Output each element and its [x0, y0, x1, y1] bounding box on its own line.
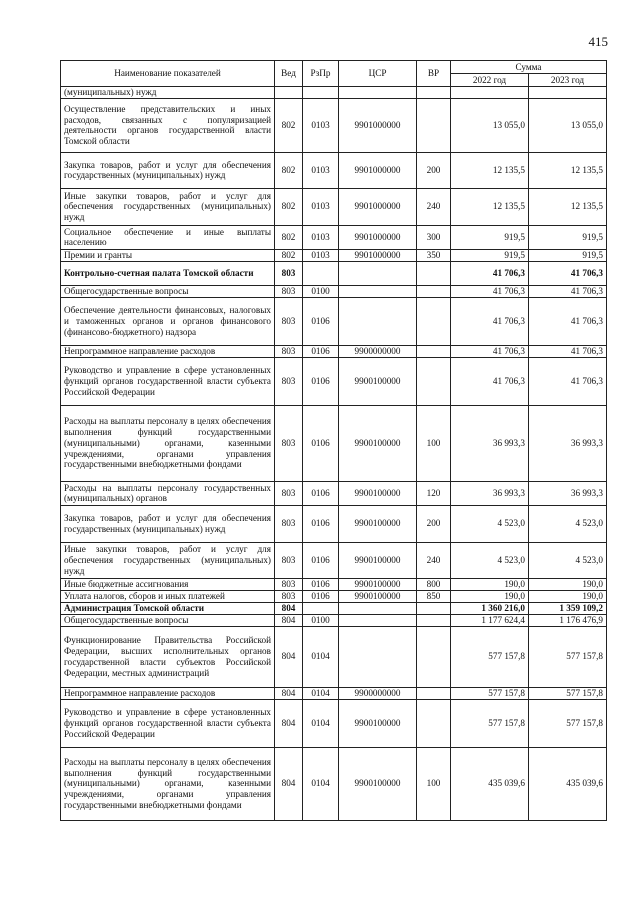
cell-2023: 919,5	[529, 249, 607, 261]
cell-2022: 577 157,8	[451, 626, 529, 687]
cell-2022: 919,5	[451, 249, 529, 261]
cell-vr: 240	[417, 542, 451, 578]
cell-rzpr: 0106	[303, 590, 339, 602]
cell-name: Уплата налогов, сборов и иных платежей	[61, 590, 275, 602]
cell-ved: 803	[275, 578, 303, 590]
cell-2022: 577 157,8	[451, 699, 529, 747]
cell-csr: 9900100000	[339, 405, 417, 481]
header-sum: Сумма	[451, 61, 607, 74]
cell-rzpr	[303, 87, 339, 99]
cell-rzpr: 0104	[303, 747, 339, 820]
cell-ved	[275, 87, 303, 99]
cell-2023: 919,5	[529, 225, 607, 249]
table-row	[61, 87, 607, 99]
cell-name: Расходы на выплаты персоналу государственных (муниципальных) органов	[61, 481, 275, 505]
cell-csr: 9900100000	[339, 578, 417, 590]
cell-csr: 9900100000	[339, 590, 417, 602]
cell-2022: 1 177 624,4	[451, 614, 529, 626]
cell-2023: 41 706,3	[529, 285, 607, 297]
cell-vr	[417, 687, 451, 699]
cell-rzpr: 0106	[303, 542, 339, 578]
header-rzpr: РзПр	[303, 61, 339, 87]
table-row	[61, 578, 607, 590]
cell-rzpr: 0103	[303, 249, 339, 261]
cell-csr: 9900000000	[339, 687, 417, 699]
table-row	[61, 687, 607, 699]
cell-csr: 9900100000	[339, 747, 417, 820]
cell-vr	[417, 614, 451, 626]
cell-name: Закупка товаров, работ и услуг для обеспечения государственных (муниципальных) нужд	[61, 505, 275, 542]
table-row	[61, 542, 607, 578]
cell-rzpr: 0106	[303, 481, 339, 505]
cell-name: Непрограммное направление расходов	[61, 345, 275, 357]
cell-vr	[417, 297, 451, 345]
cell-rzpr: 0100	[303, 614, 339, 626]
cell-ved: 804	[275, 614, 303, 626]
cell-2023	[529, 87, 607, 99]
cell-name: Иные закупки товаров, работ и услуг для обеспечения государственных (муниципальных) нужд	[61, 542, 275, 578]
table-row	[61, 297, 607, 345]
table-row	[61, 699, 607, 747]
cell-ved: 802	[275, 249, 303, 261]
cell-ved: 802	[275, 188, 303, 225]
cell-csr	[339, 626, 417, 687]
table-row	[61, 98, 607, 152]
cell-name: Расходы на выплаты персоналу в целях обеспечения выполнения функций государственными (муниципальными) органами, казенными учреждениями, органами управления государственными внебюджетными фондами	[61, 405, 275, 481]
cell-ved: 803	[275, 261, 303, 285]
cell-ved: 803	[275, 357, 303, 405]
cell-vr: 120	[417, 481, 451, 505]
cell-name: Непрограммное направление расходов	[61, 687, 275, 699]
cell-name: Социальное обеспечение и иные выплаты населению	[61, 225, 275, 249]
cell-rzpr: 0106	[303, 505, 339, 542]
cell-2022: 41 706,3	[451, 357, 529, 405]
cell-name: Функционирование Правительства Российской Федерации, высших исполнительных органов государственной власти субъектов Российской Федерации, местных администраций	[61, 626, 275, 687]
table-row	[61, 249, 607, 261]
cell-2022: 577 157,8	[451, 687, 529, 699]
cell-rzpr: 0106	[303, 345, 339, 357]
cell-ved: 803	[275, 297, 303, 345]
cell-2022: 919,5	[451, 225, 529, 249]
cell-rzpr: 0103	[303, 188, 339, 225]
table-row	[61, 405, 607, 481]
cell-name: Общегосударственные вопросы	[61, 285, 275, 297]
cell-name: Администрация Томской области	[61, 602, 275, 614]
cell-2022: 4 523,0	[451, 505, 529, 542]
table-row	[61, 602, 607, 614]
header-year-2022: 2022 год	[451, 74, 529, 87]
cell-rzpr: 0104	[303, 687, 339, 699]
cell-rzpr: 0106	[303, 578, 339, 590]
table-row	[61, 614, 607, 626]
cell-ved: 802	[275, 98, 303, 152]
cell-csr: 9901000000	[339, 225, 417, 249]
cell-2023: 577 157,8	[529, 699, 607, 747]
table-row	[61, 152, 607, 188]
cell-ved: 804	[275, 747, 303, 820]
cell-2022: 41 706,3	[451, 285, 529, 297]
cell-vr	[417, 602, 451, 614]
header-name: Наименование показателей	[61, 61, 275, 87]
cell-csr	[339, 297, 417, 345]
cell-2023: 4 523,0	[529, 505, 607, 542]
cell-ved: 802	[275, 152, 303, 188]
cell-2023: 577 157,8	[529, 687, 607, 699]
cell-name: Руководство и управление в сфере установленных функций органов государственной власти субъекта Российской Федерации	[61, 357, 275, 405]
header-ved: Вед	[275, 61, 303, 87]
cell-csr: 9901000000	[339, 188, 417, 225]
cell-vr: 100	[417, 405, 451, 481]
table-row	[61, 357, 607, 405]
cell-2023: 41 706,3	[529, 261, 607, 285]
table-row	[61, 505, 607, 542]
cell-2023: 435 039,6	[529, 747, 607, 820]
cell-name: Контрольно-счетная палата Томской области	[61, 261, 275, 285]
cell-2023: 41 706,3	[529, 357, 607, 405]
cell-2022: 1 360 216,0	[451, 602, 529, 614]
cell-csr: 9901000000	[339, 98, 417, 152]
table-body	[61, 87, 607, 821]
cell-csr: 9900100000	[339, 699, 417, 747]
cell-name: Руководство и управление в сфере установленных функций органов государственной власти субъекта Российской Федерации	[61, 699, 275, 747]
cell-2023: 12 135,5	[529, 188, 607, 225]
cell-csr: 9900100000	[339, 357, 417, 405]
table-row	[61, 285, 607, 297]
cell-vr: 300	[417, 225, 451, 249]
header-csr: ЦСР	[339, 61, 417, 87]
cell-2023: 1 359 109,2	[529, 602, 607, 614]
cell-ved: 803	[275, 285, 303, 297]
cell-2022: 190,0	[451, 590, 529, 602]
cell-name: Иные бюджетные ассигнования	[61, 578, 275, 590]
table-row	[61, 345, 607, 357]
cell-vr: 350	[417, 249, 451, 261]
cell-name: Премии и гранты	[61, 249, 275, 261]
cell-csr: 9901000000	[339, 249, 417, 261]
cell-csr	[339, 285, 417, 297]
cell-ved: 803	[275, 505, 303, 542]
cell-rzpr: 0104	[303, 699, 339, 747]
cell-name: (муниципальных) нужд	[61, 87, 275, 99]
table-row	[61, 188, 607, 225]
table-row	[61, 590, 607, 602]
table-row	[61, 261, 607, 285]
cell-name: Обеспечение деятельности финансовых, налоговых и таможенных органов и органов финансового (финансово-бюджетного) надзора	[61, 297, 275, 345]
cell-csr: 9901000000	[339, 152, 417, 188]
cell-2023: 4 523,0	[529, 542, 607, 578]
cell-2023: 577 157,8	[529, 626, 607, 687]
cell-csr: 9900000000	[339, 345, 417, 357]
cell-name: Осуществление представительских и иных расходов, связанных с популяризацией деятельности органов государственной власти Томской области	[61, 98, 275, 152]
cell-2022: 435 039,6	[451, 747, 529, 820]
cell-ved: 803	[275, 590, 303, 602]
cell-2022	[451, 87, 529, 99]
cell-csr: 9900100000	[339, 505, 417, 542]
cell-vr: 800	[417, 578, 451, 590]
cell-2023: 41 706,3	[529, 345, 607, 357]
cell-ved: 804	[275, 699, 303, 747]
cell-vr	[417, 261, 451, 285]
cell-rzpr: 0106	[303, 405, 339, 481]
cell-rzpr	[303, 261, 339, 285]
cell-2022: 190,0	[451, 578, 529, 590]
table-row	[61, 481, 607, 505]
header-vr: ВР	[417, 61, 451, 87]
cell-csr	[339, 602, 417, 614]
cell-2022: 41 706,3	[451, 261, 529, 285]
cell-vr: 200	[417, 505, 451, 542]
cell-vr	[417, 626, 451, 687]
cell-name: Общегосударственные вопросы	[61, 614, 275, 626]
cell-2023: 36 993,3	[529, 405, 607, 481]
cell-name: Расходы на выплаты персоналу в целях обеспечения выполнения функций государственными (муниципальными) органами, казенными учреждениями, органами управления государственными внебюджетными фондами	[61, 747, 275, 820]
table-row	[61, 225, 607, 249]
cell-2022: 36 993,3	[451, 481, 529, 505]
cell-2022: 36 993,3	[451, 405, 529, 481]
budget-table	[60, 60, 607, 821]
cell-vr	[417, 285, 451, 297]
cell-2023: 190,0	[529, 590, 607, 602]
cell-ved: 803	[275, 405, 303, 481]
cell-vr	[417, 345, 451, 357]
cell-2023: 190,0	[529, 578, 607, 590]
cell-vr	[417, 98, 451, 152]
cell-2023: 13 055,0	[529, 98, 607, 152]
cell-2023: 12 135,5	[529, 152, 607, 188]
cell-csr: 9900100000	[339, 481, 417, 505]
cell-2022: 4 523,0	[451, 542, 529, 578]
header-year-2023: 2023 год	[529, 74, 607, 87]
cell-2022: 12 135,5	[451, 152, 529, 188]
cell-csr	[339, 614, 417, 626]
cell-vr	[417, 87, 451, 99]
cell-2023: 41 706,3	[529, 297, 607, 345]
cell-vr: 200	[417, 152, 451, 188]
cell-rzpr: 0100	[303, 285, 339, 297]
cell-vr: 240	[417, 188, 451, 225]
cell-csr	[339, 87, 417, 99]
cell-ved: 803	[275, 542, 303, 578]
cell-csr	[339, 261, 417, 285]
cell-rzpr: 0103	[303, 225, 339, 249]
cell-rzpr: 0103	[303, 152, 339, 188]
cell-rzpr: 0106	[303, 357, 339, 405]
cell-vr: 850	[417, 590, 451, 602]
cell-2023: 36 993,3	[529, 481, 607, 505]
cell-rzpr	[303, 602, 339, 614]
cell-vr	[417, 699, 451, 747]
page-number: 415	[588, 34, 608, 49]
cell-ved: 803	[275, 345, 303, 357]
cell-2022: 13 055,0	[451, 98, 529, 152]
cell-ved: 804	[275, 687, 303, 699]
cell-ved: 803	[275, 481, 303, 505]
cell-rzpr: 0106	[303, 297, 339, 345]
table-row	[61, 747, 607, 820]
cell-name: Иные закупки товаров, работ и услуг для обеспечения государственных (муниципальных) нужд	[61, 188, 275, 225]
cell-name: Закупка товаров, работ и услуг для обеспечения государственных (муниципальных) нужд	[61, 152, 275, 188]
cell-ved: 804	[275, 626, 303, 687]
cell-2023: 1 176 476,9	[529, 614, 607, 626]
cell-rzpr: 0103	[303, 98, 339, 152]
cell-2022: 41 706,3	[451, 297, 529, 345]
cell-csr: 9900100000	[339, 542, 417, 578]
cell-ved: 804	[275, 602, 303, 614]
cell-2022: 41 706,3	[451, 345, 529, 357]
cell-rzpr: 0104	[303, 626, 339, 687]
cell-ved: 802	[275, 225, 303, 249]
cell-2022: 12 135,5	[451, 188, 529, 225]
cell-vr	[417, 357, 451, 405]
cell-vr: 100	[417, 747, 451, 820]
table-row	[61, 626, 607, 687]
